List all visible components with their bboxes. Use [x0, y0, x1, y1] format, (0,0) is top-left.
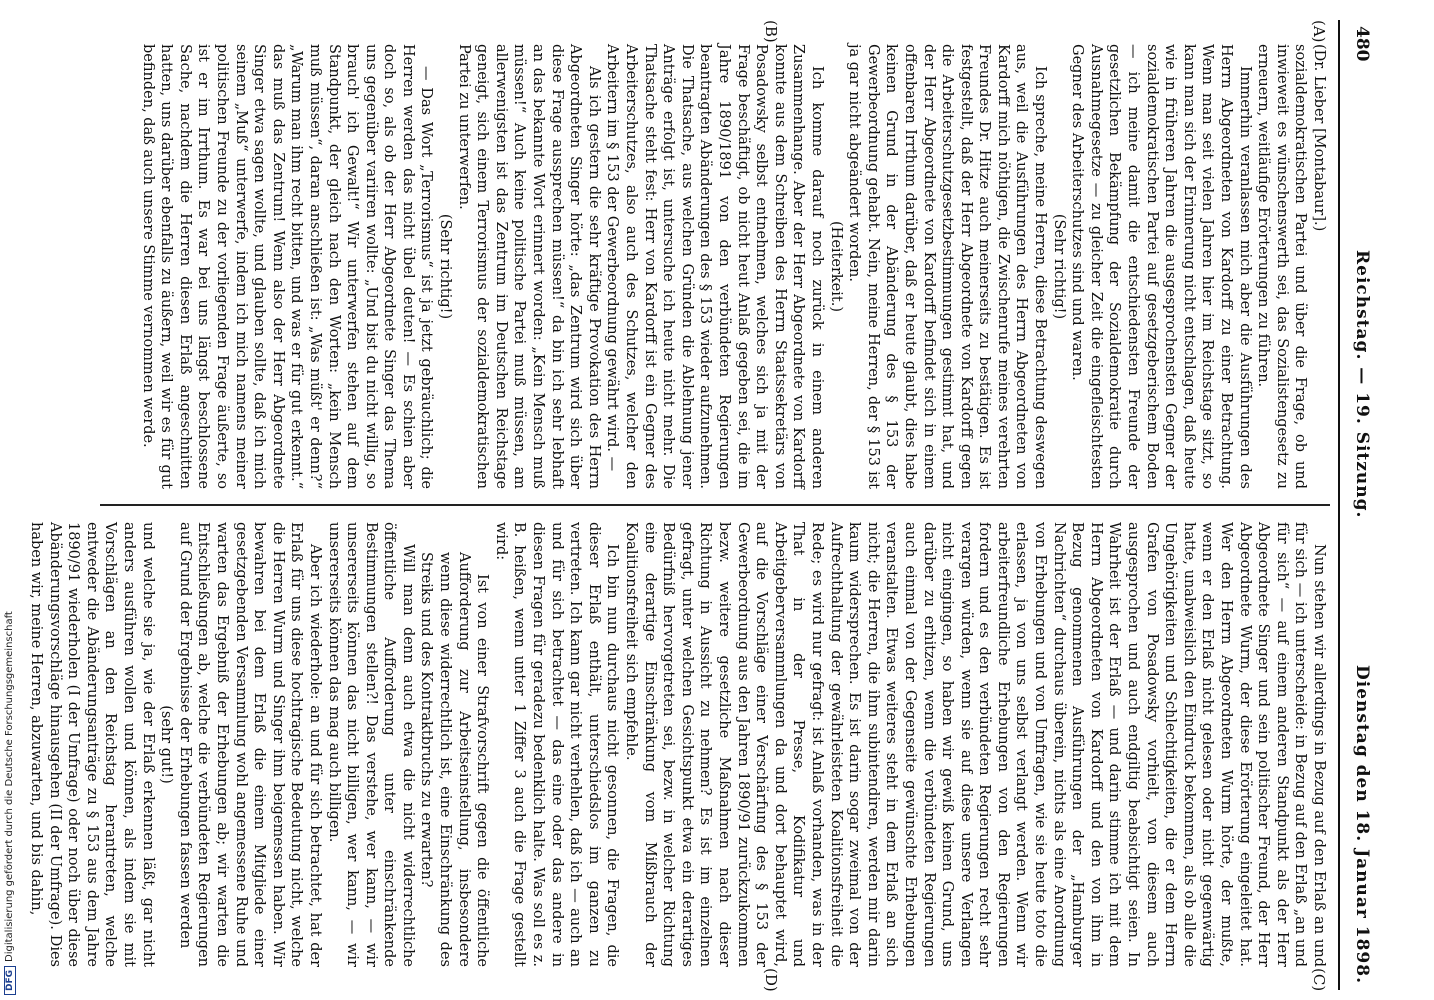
interjection: (sehr gut!) [158, 705, 175, 784]
paragraph: Ich bin nun durchaus nicht gesonnen, die Fragen, die dieser Erlaß enthält, unterschiedslos im ganzen zu vertreten. Ich kann gar nicht verhehlen, daß ich — auch an und für sich betrachtet — das eine oder das andere in diesen Fragen für geradezu bedenklich halte. Was soll es z. B. heißen, wenn unter 1 Ziffer 3 auch die Frage gestellt wird: [492, 522, 621, 967]
margin-marker-a: (A) [1310, 20, 1328, 43]
interjection: (Heiterkeit.) [827, 221, 844, 312]
session-date: Dienstag den 18. Januar 1898. [1352, 665, 1372, 984]
paragraph: und welche sie ja, wie der Erlaß erkennen läßt, gar nicht anders ausführen wollen und können, als indem sie mit Vorschlägen an den Reichstag herantreten, welche entweder die Abänderungsanträge zu § 153 aus dem Jahre 1890/91 wiederholen (I der Umfrage) oder noch über diese Abänderungsvorschläge hinausgehen (II der Umfrage). Dies haben wir, meine Herren, abzuwarten, und bis dahin, [28, 522, 156, 967]
document-page [28, 20, 1380, 992]
interjection: (Sehr richtig!) [437, 213, 454, 320]
paragraph: Immerhin veranlassen mich aber die Ausführungen des Herrn Abgeordneten von Kardorff zu einer Betrachtung. Wenn man seit vielen Jahren hier im Reichstage sitzt, so kann man sich der Erinnerung nicht entschlagen, daß heute wie in früheren Jahren die ausgesprochensten Gegner der sozialdemokratischen Partei auf gesetzgeberischem Boden — ich meine damit die entschiedensten Freunde der gesetzlichen Bekämpfung der Sozialdemokratie durch Ausnahmegesetze — zu gleicher Zeit die eingefleischtesten Gegner des Arbeiterschutzes sind und waren. [1069, 44, 1253, 489]
column-divider [100, 504, 1330, 506]
interjection: (Sehr richtig!) [1050, 213, 1067, 320]
margin-marker-c: (C) [1310, 968, 1328, 992]
paragraph: Nun stehen wir allerdings in Bezug auf den Erlaß an und für sich — ich unterscheide: in Bezug auf den Erlaß „an und für sich“ — auf einem anderen Standpunkt als der Herr Abgeordnete Singer und sein politischer Freund, der Herr Abgeordnete Wurm, der diese Erörterung eingeleitet hat. Wer den Herrn Abgeordneten Wurm hörte, der mußte, wenn er den Erlaß nicht gelesen oder nicht gegenwärtig hatte, unabweislich den Eindruck bekommen, als ob alle die Ungehörigkeiten und Schlechtigkeiten, die er dem Herrn Grafen von Posadowsky vorhielt, von diesem auch ausgesprochen und auch endgiltig beabsichtigt seien. In Wahrheit ist der Erlaß — und darin stimme ich mit dem Herrn Abgeordneten von Kardorff und den von ihm in Bezug genommenen Ausführungen der „Hamburger Nachrichten“ durchaus überein, nichts als eine Anordnung von Erhebungen und von Umfragen, wie sie heute toto die erlassen, ja von uns selbst verlangt werden. Wenn wir arbeiterfreundliche Erhebungen von den Regierungen fordern und es den verbündeten Regierungen recht sehr verargen würden, wenn sie auf diese unsere Verlangen nicht eingingen, so haben wir gewiß keinen Grund, uns darüber zu erhitzen, wenn die verbündeten Regierungen auch einmal von der Gegenseite gewünschte Erhebungen veranstalten. Etwas weiteres steht in dem Erlaß an sich nicht; die Herren, die ihm subintendiren, werden mir darin kaum widersprechen. Es ist darin sogar zweimal von der Aufrechthaltung der gewährleisteten Koalitionsfreiheit die Rede; es wird nur gefragt: ist Anlaß vorhanden, was in der That in der Presse, Kodifikatur und Arbeitgeberversammlungen da und dort behauptet wird, auf die Vorschläge einer Verschärfung des § 153 der Gewerbeordnung aus den Jahren 1890/91 zurückzukommen bezw. weitere gesetzliche Maßnahmen nach dieser Richtung in Aussicht zu nehmen? Es ist im einzelnen gefragt, unter welchen Gesichtspunkt etwa ein derartiges Bedürfniß hervorgetreten sei, bezw. in welcher Richtung eine derartige Einschränkung vom Mißbrauch der Koalitionsfreiheit sich empfehle. [623, 522, 1327, 967]
paragraph: Will man denn auch etwa die nicht widerrechtliche öffentliche Aufforderung unter einschränkende Bestimmungen stellen?! Das verstehe, wer kann, — wir unsererseits können das nicht billigen, wer kann, — wir unsererseits können das mag auch billigen. [325, 522, 416, 967]
right-text-column [26, 522, 1328, 967]
speaker-line: (Dr. Lieber [Montabaur].) [1311, 44, 1327, 232]
left-text-column [138, 44, 1328, 489]
quoted-question: Ist von einer Strafvorschrift gegen die öffentliche Aufforderung zur Arbeitseinstellung, insbesondere wenn diese widerrechtlich ist, eine Einschränkung des Streiks und des Kontraktbruchs zu erwarten? [418, 552, 491, 967]
digitization-credit [4, 5, 20, 995]
margin-marker-d: (D) [762, 968, 780, 992]
dfg-logo: DFG [4, 966, 16, 995]
paragraph: — Das Wort „Terrorismus“ ist ja jetzt gebräuchlich; die Herren werden das nicht übel deuten! — Es schien aber doch so, als ob der Herr Abgeordnete Singer das Thema uns gegenüber variiren wollte: „Und bist du nicht willig, so brauch' ich Gewalt!“ Wir unterwerfen stehen auf dem Standpunkt, der gleich nach den Worten: „kein Mensch muß müssen“, daran anschließen ist: „Was müßt' er denn?“ „Warum man ihm recht bitten, und was er für gut erkennt.“ das muß das Zentrum! Wenn also der Herr Abgeordnete Singer etwa sagen wollte, und glauben sollte, daß ich mich seinem „Muß“ unterwerfe, indem ich mich namens meiner politischen Freunde zu der vorliegenden Frage äußerte, so ist er im Irrthum. Es war bei uns längst beschlossene Sache, nachdem die Herren diesen Erlaß angeschnitten hatten, uns darüber ebenfalls zu äußern, weil wir es für gut befinden, daß auch unsere Stimme vernommen werde. [139, 44, 435, 489]
paragraph: Als ich gestern die sehr kräftige Provokation des Herrn Abgeordneten Singer hörte: „das Zentrum wird sich über diese Frage aussprechen müssen!“ da bin ich sehr lebhaft an das bekannte Wort erinnert worden: „Kein Mensch muß müssen!“ Auch keine politische Partei muß müssen, am allerwenigsten ist das Zentrum im Deutschen Reichstage geneigt, sich einem Terrorismus der sozialdemokratischen Partei zu unterwerfen. [455, 44, 602, 489]
margin-marker-b: (B) [762, 20, 780, 43]
paragraph: Ich komme darauf noch zurück in einem anderen Zusammenhange. Aber der Herr Abgeordnete von Kardorff konnte aus dem Schreiben des Herrn Staatssekretärs von Posadowsky selbst entnehmen, welches sich ja mit der Frage beschäftigt, ob nicht heut Anlaß gegeben sei, die im Jahre 1890/1891 von den verbündeten Regierungen beantragten Abänderungen des § 153 wieder aufzunehmen. Die Thatsache, aus welchen Gründen die Ablehnung jener Anträge erfolgt ist, untersuche ich heute nicht mehr. Die Thatsache steht fest: Herr von Kardorff ist ein Gegner des Arbeiterschutzes, also auch des Schutzes, welcher den Arbeitern im § 153 der Gewerbeordnung gewährt wird. — [604, 44, 825, 489]
paragraph: Aber ich wiederhole: an und für sich betrachtet, hat der Erlaß für uns diese hochtragische Bedeutung nicht, welche die Herren Wurm und Singer ihm beigemessen haben. Wir bewahren bei dem Erlaß die einem Mitgliede einer gesetzgebenden Versammlung wohl angemessene Ruhe und warten das Ergebniß der Erhebungen ab; wir warten die Entschließungen ab, welche die verbündeten Regierungen auf Grund der Ergebnisse der Erhebungen fassen werden [176, 522, 323, 967]
session-title: Reichstag. — 19. Sitzung. [1352, 250, 1372, 519]
credit-text: Digitalisierung gefördert durch die Deutsche Forschungsgemeinschaft [4, 611, 15, 962]
paragraph: Ich spreche, meine Herren, diese Betrachtung deswegen aus, weil die Ausführungen des Herrn Abgeordneten von Kardorff mich nöthigen, die Zwischenrufe meines verehrten Freundes Dr. Hitze auch meinerseits zu bestätigen. Es ist festgestellt, daß der Herr Abgeordnete von Kardorff gegen die Arbeiterschutzgesetzbestimmungen gestimmt hat, und der Herr Abgeordnete von Kardorff befindet sich in einem offenbaren Irrthum darüber, daß er heute glaubt, dies habe keinen Grund in der Abänderung des § 153 der Gewerbeordnung gehabt. Nein, meine Herren, der § 153 ist ja gar nicht abgeändert worden. [846, 44, 1049, 489]
page-header [1338, 20, 1380, 990]
paragraph: sozialdemokratischen Partei und über die Frage, ob und inwieweit es wünschenswerth sei, das Sozialistengesetz zu erneuern, weitläufige Erörterungen zu führen. [1255, 44, 1309, 489]
page-number: 480 [1352, 26, 1372, 62]
